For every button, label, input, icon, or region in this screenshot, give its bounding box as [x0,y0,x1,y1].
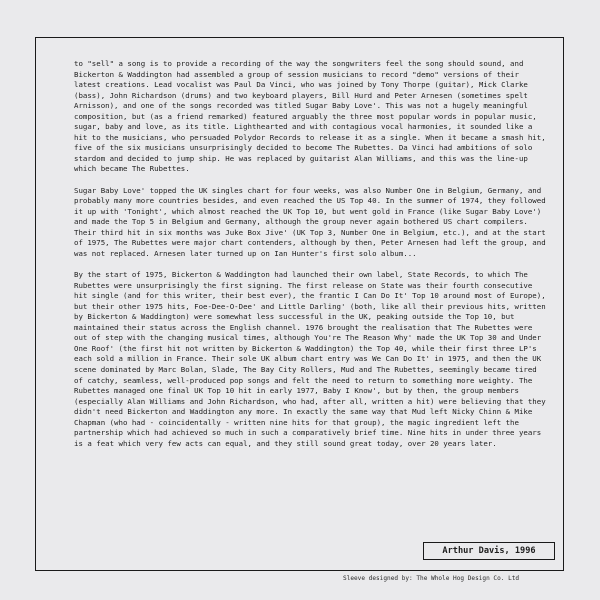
design-credit: Sleeve designed by: The Whole Hog Design Co. Ltd [343,575,520,582]
paragraph-3: By the start of 1975, Bickerton & Waddington had launched their own label, State Records, to which The Rubettes were unsurprisingly the first signing. The first release on State was their fourth consecutive hit single (and for this writer, their best ever), the frantic I Can Do It' Top 10 around most of Europe), but their other 1975 hits, Foe-Dee-O-Dee' and Little Darling' (both, like all their previous hits, written by Bickerton & Waddington) were somewhat less successful in the UK, peaking outside the Top 10, but maintained their status across the English channel. 1976 brought the realisation that The Rubettes were out of step with the changing musical times, although You're The Reason Why' made the UK Top 30 and Under One Roof' (the first hit not written by Bickerton & Waddington) the Top 40, while their first three LP's each sold a million in France. Their sole UK album chart entry was We Can Do It' in 1975, and then the UK scene dominated by Marc Bolan, Slade, The Bay City Rollers, Mud and The Rubettes, seemingly became tired of catchy, seamless, well-produced pop songs and felt the need to return to something more weighty. The Rubettes managed one final UK Top 10 hit in early 1977, Baby I Know', but by then, the group members (especially Alan Williams and John Richardson, who had, after all, written a hit) were believing that they didn't need Bickerton and Waddington any more. In exactly the same way that Mud left Nicky Chinn & Mike Chapman (who had - coincidentally - written nine hits for that group), the magic ingredient left the partnership which had achieved so much in such a comparatively brief time. Nine hits in under three years is a feat which very few acts can equal, and they still sound great today, over 20 years later. [74,270,546,448]
author-signature-box: Arthur Davis, 1996 [423,542,555,560]
paragraph-2: Sugar Baby Love' topped the UK singles chart for four weeks, was also Number One in Belgium, Germany, and probably many more countries besides, and even reached the US Top 40. In the summer of 1974, they followed it up with 'Tonight', which almost reached the UK Top 10, but went gold in France (like Sugar Baby Love') and made the Top 5 in Belgium and Germany, although the group never again bothered US chart compilers. Their third hit in six months was Juke Box Jive' (UK Top 3, Number One in Belgium, etc.), and at the start of 1975, The Rubettes were major chart contenders, although by then, Peter Arnesen had left the group, and was not replaced. Arnesen later turned up on Ian Hunter's first solo album... [74,185,546,258]
paragraph-1: to "sell" a song is to provide a recording of the way the songwriters feel the song should sound, and Bickerton & Waddington had assembled a group of session musicians to record "demo" versions of their latest creations. Lead vocalist was Paul Da Vinci, who was joined by Tony Thorpe (guitar), Mick Clarke (bass), John Richardson (drums) and two keyboard players, Bill Hurd and Peter Arnesen (sometimes spelt Arnisson), and one of the songs recorded was titled Sugar Baby Love'. This was not a hugely meaningful composition, but (as a friend remarked) featured arguably the three most popular words in popular music, sugar, baby and love, as its title. Lighthearted and with contagious vocal harmonies, it sounded like a hit to the musicians, who persuaded Polydor Records to release it as a single. When it became a smash hit, five of the six musicians unsurprisingly decided to become The Rubettes. Da Vinci had ambitions of solo stardom and decided to jump ship. He was replaced by guitarist Alan Williams, and this was the line-up which became The Rubettes. [74,59,546,174]
liner-notes-body [74,59,549,460]
